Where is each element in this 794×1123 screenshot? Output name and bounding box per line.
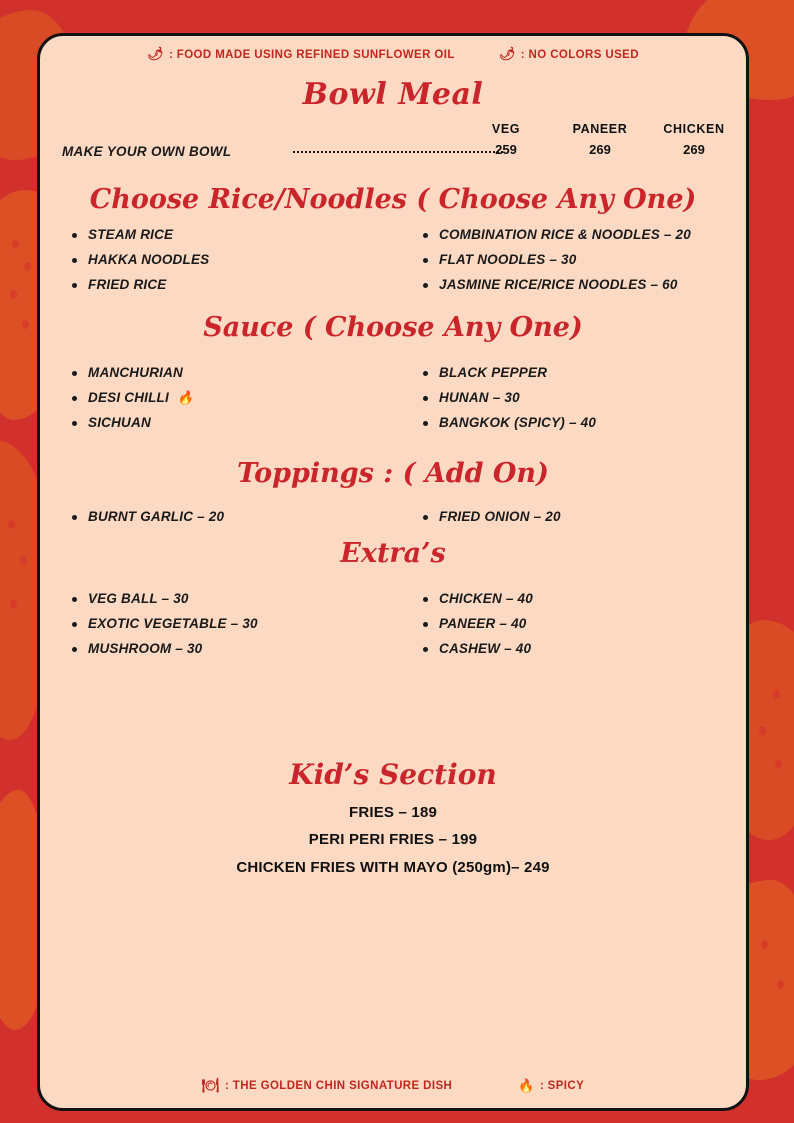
- item-label: FRIED ONION – 20: [439, 508, 561, 524]
- item-label: JASMINE RICE/RICE NOODLES – 60: [439, 276, 678, 292]
- item-label: BLACK PEPPER: [439, 364, 548, 380]
- section-rice-noodles: [40, 219, 746, 298]
- item-label: FLAT NOODLES – 30: [439, 251, 577, 267]
- kids-section: [40, 758, 746, 882]
- kids-item: PERI PERI FRIES – 199: [308, 831, 478, 849]
- chilli-icon: 🌶: [147, 46, 164, 61]
- header-note-oil-text: : FOOD MADE USING REFINED SUNFLOWER OIL: [168, 48, 455, 61]
- list-item: [58, 223, 393, 248]
- footer-notes: [40, 1077, 746, 1094]
- section-extras: [40, 573, 746, 662]
- list-item: [58, 273, 393, 298]
- scale-dot: [8, 520, 15, 529]
- kids-item: FRIES – 189: [348, 803, 438, 821]
- list-item: [409, 248, 728, 273]
- section-rice-noodles-left-column: [58, 223, 393, 298]
- section-toppings-left-column: [58, 505, 393, 530]
- item-label: CHICKEN – 40: [439, 590, 533, 606]
- scale-dot: [773, 690, 780, 699]
- section-toppings-right-column: [393, 505, 728, 530]
- scale-dot: [12, 240, 19, 249]
- price-column-paneer: [568, 122, 632, 157]
- list-item: [58, 248, 393, 273]
- section-rice-noodles-right-column: [393, 223, 728, 298]
- item-label: HUNAN – 30: [439, 389, 520, 405]
- menu-card: [37, 33, 749, 1111]
- section-toppings: [40, 493, 746, 530]
- footer-note-signature: [202, 1077, 452, 1094]
- chilli-icon: 🌶: [498, 46, 516, 61]
- section-extras-left-column: [58, 587, 393, 662]
- page-title: Bowl Meal: [302, 77, 484, 112]
- section-title-toppings: Toppings : ( Add On): [237, 457, 549, 489]
- scale-dot: [777, 980, 784, 989]
- section-title-extras: Extra’s: [340, 537, 446, 569]
- item-label: COMBINATION RICE & NOODLES – 20: [439, 227, 691, 242]
- list-item: [409, 587, 728, 612]
- price-header-veg: VEG: [491, 122, 521, 136]
- list-item: [58, 386, 393, 411]
- item-label: DESI CHILLI: [88, 389, 169, 405]
- scale-dot: [761, 940, 768, 949]
- kids-section-title: Kid’s Section: [289, 757, 497, 791]
- section-title-sauce: Sauce ( Choose Any One): [203, 311, 583, 343]
- footer-note-signature-text: : THE GOLDEN CHIN SIGNATURE DISH: [224, 1079, 453, 1092]
- make-your-own-bowl-row: [40, 122, 746, 170]
- list-item: [409, 223, 728, 248]
- list-item: [58, 505, 393, 530]
- leader-dots: [293, 151, 503, 153]
- section-sauce-left-column: [58, 361, 393, 436]
- scale-dot: [10, 290, 17, 299]
- item-label: VEG BALL – 30: [88, 590, 189, 606]
- item-label: SICHUAN: [88, 414, 151, 430]
- list-item: [58, 411, 393, 436]
- list-item: [409, 411, 728, 436]
- item-label: MUSHROOM – 30: [88, 640, 203, 656]
- price-value-chicken: 269: [683, 142, 705, 157]
- make-your-own-bowl-label: MAKE YOUR OWN BOWL: [62, 144, 232, 159]
- footer-note-spicy-text: : SPICY: [539, 1079, 585, 1092]
- item-label: PANEER – 40: [439, 615, 527, 631]
- price-header-chicken: CHICKEN: [663, 122, 725, 136]
- item-label: EXOTIC VEGETABLE – 30: [88, 615, 258, 631]
- list-item: [58, 637, 393, 662]
- header-note-colors: [499, 48, 639, 61]
- header-note-oil: [147, 48, 455, 61]
- item-label: CASHEW – 40: [439, 640, 532, 656]
- list-item: [58, 587, 393, 612]
- list-item: [409, 273, 728, 298]
- fire-icon: 🔥: [518, 1077, 535, 1093]
- price-columns: [474, 122, 726, 157]
- price-column-veg: [474, 122, 538, 157]
- section-sauce-right-column: [393, 361, 728, 436]
- section-title-rice-noodles: Choose Rice/Noodles ( Choose Any One): [89, 184, 697, 215]
- section-extras-right-column: [393, 587, 728, 662]
- scale-dot: [20, 556, 27, 565]
- header-notes: [40, 36, 746, 61]
- list-item: [58, 361, 393, 386]
- scale-dot: [759, 726, 766, 735]
- scale-dot: [10, 600, 17, 609]
- header-note-colors-text: : NO COLORS USED: [520, 48, 639, 61]
- item-label: STEAM RICE: [88, 227, 174, 242]
- list-item: [409, 505, 728, 530]
- item-label: BURNT GARLIC – 20: [88, 508, 225, 524]
- list-item: [409, 361, 728, 386]
- price-header-paneer: PANEER: [572, 122, 628, 136]
- chef-hat-icon: 🍽: [201, 1077, 220, 1093]
- list-item: [409, 637, 728, 662]
- scale-dot: [22, 320, 29, 329]
- item-label: FRIED RICE: [88, 276, 167, 292]
- list-item: [58, 612, 393, 637]
- item-label: BANGKOK (SPICY) – 40: [439, 414, 597, 430]
- scale-dot: [24, 262, 31, 271]
- fire-icon: 🔥: [176, 389, 194, 405]
- price-value-veg: 259: [495, 142, 517, 157]
- item-label: MANCHURIAN: [88, 364, 183, 380]
- list-item: [409, 612, 728, 637]
- list-item: [409, 386, 728, 411]
- price-value-paneer: 269: [589, 142, 611, 157]
- footer-note-spicy: [518, 1077, 584, 1094]
- kids-item: CHICKEN FRIES WITH MAYO (250gm)– 249: [236, 859, 550, 877]
- scale-dot: [775, 760, 782, 769]
- section-sauce: [40, 347, 746, 436]
- price-column-chicken: [662, 122, 726, 157]
- item-label: HAKKA NOODLES: [88, 251, 210, 267]
